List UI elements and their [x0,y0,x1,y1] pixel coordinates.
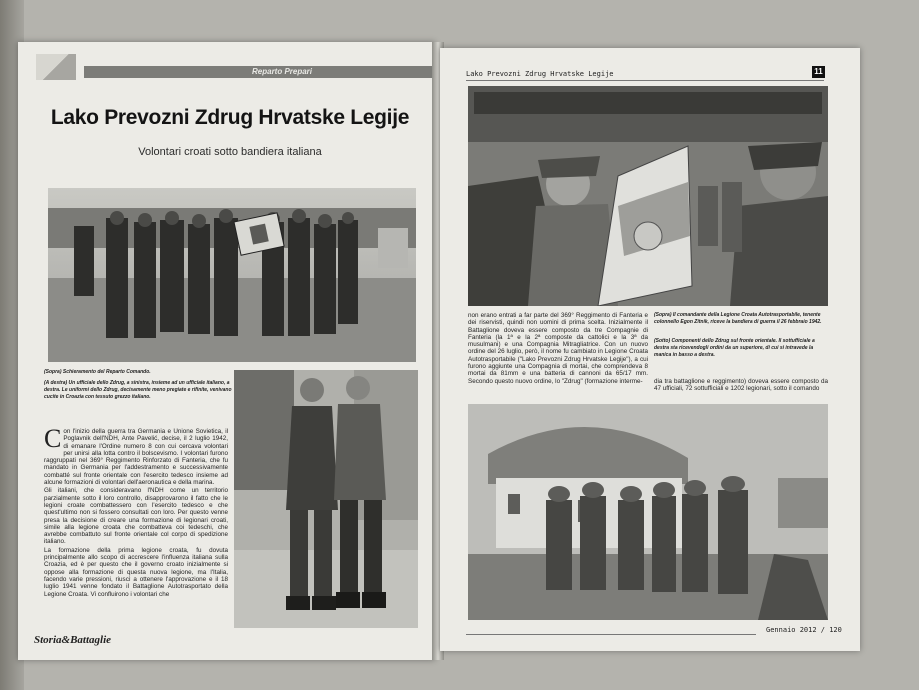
section-banner [84,66,435,78]
photo-two-officers [234,370,418,628]
caption-commander: (Sopra) Il comandante della Legione Croata Autotrasportabile, tenente colonnello Egon Zitnik, riceve la bandiera di guerra il 26 febbraio 1942. [654,312,822,325]
caption-formation: (Sopra) Schieramento del Reparto Comando. [44,369,151,375]
photo-flag-ceremony [468,86,828,306]
article-subtitle: Volontari croati sotto bandiera italiana [138,146,322,158]
magazine-logo: Storia&Battaglie [34,634,112,646]
body-paragraph: La formazione della prima legione croata, fu dovuta principalmente allo scopo di accrescere l'influenza italiana sulla Croazia, ed è per questo che il governo croato inizialmente si oppose alla formazione di questa nuova legione, ma l'Italia, facendo varie pressioni, riuscì a ottenere l'approvazione e il 18 luglio 1941 venne fondato il Battaglione Autotrasportato della Legione Croata. Vi confluirono i volontari che [44,546,228,598]
page-number: 11 [812,66,825,78]
section-banner-label: Reparto Prepari [252,67,313,76]
photo-formation [48,188,416,362]
article-body-right-col1: non erano entrati a far parte del 369° Reggimento di Fanteria e dei riservisti, quindi non uomini di prima scelta. Inizialmente il Battaglione doveva essere composto da tre Compagnie di Fanteria (la 1ª e la 2ª composte da cattolici e la 3ª da musulmani) e una Compagnia Mitragliatrice. Con un nuovo ordine del 26 luglio, però, il nome fu cambiato in Legione Croata Autotrasportabile ("Lako Prevozni Zdrug Hrvatske Legije"), a cui furono aggiunte una Compagnia di mortai, che comprendeva 8 mortai da 81mm e una batteria di cannoni da 65/17 mm. Secondo questo nuovo ordine, lo "Zdrug" (formazione interme- [468,312,648,385]
body-paragraph: Gli italiani, che consideravano l'NDH come un territorio parzialmente sotto il loro controllo, disapprovarono il fatto che le legioni croate combattessero con l'esercito tedesco e che quest'ultimo non si fossero consultati con loro. Per questo venne presa la decisione di creare una formazione di legionari croati, simile alla legione croata che combatteva coi tedeschi, che avrebbe combattuto sul fronte orientale col corpo di spedizione italiano. [44,487,228,546]
caption-zdrug-front: (Sotto) Componenti dello Zdrug sul fronte orientale. Il sottufficiale a destra sta ricevendogli ordini da un superiore, di cui si intravede la manica in basso a destra. [654,338,815,358]
issue-date: Gennaio 2012 / 120 [766,626,842,634]
page-corner-fold [36,54,76,80]
right-page [440,48,860,651]
running-head: Lako Prevozni Zdrug Hrvatske Legije [466,70,614,78]
left-page [18,42,435,660]
article-title: Lako Prevozni Zdrug Hrvatske Legije [50,106,410,129]
article-body-left [44,428,228,624]
photo-soldiers-house [468,404,828,620]
caption-officers: (A destra) Un ufficiale dello Zdrug, a sinistra, insieme ad un ufficiale italiano, a destra. Le uniformi dello Zdrug, decisamente meno pregiate e rifinite, venivano cucite in Croazia con tessuto grezzo italiano. [44,380,232,400]
footer-rule [466,634,756,635]
dropcap: C [44,428,62,453]
body-paragraph: on l'inizio della guerra tra Germania e Unione Sovietica, il Poglavnik dell'NDH, Ante Pavelić, decise, il 2 luglio 1942, di emanare l'Ordine numero 8 con cui cercava volontari per unirsi alla lotta contro il bolscevismo. I volontari furono raggruppati nel 369° Reggimento Rinforzato di Fanteria, che fu mandato in Germania per l'addestramento e successivamente combatté sul fronte orientale con l'esercito tedesco insieme ad alcune formazioni di volontari dell'aeronautica e della marina. [44,428,228,487]
article-body-right-col2: dia tra battaglione e reggimento) doveva essere composto da 47 ufficiali, 72 sottufficiali e 1202 legionari, sotto il comando [654,378,828,393]
header-rule [466,80,824,81]
